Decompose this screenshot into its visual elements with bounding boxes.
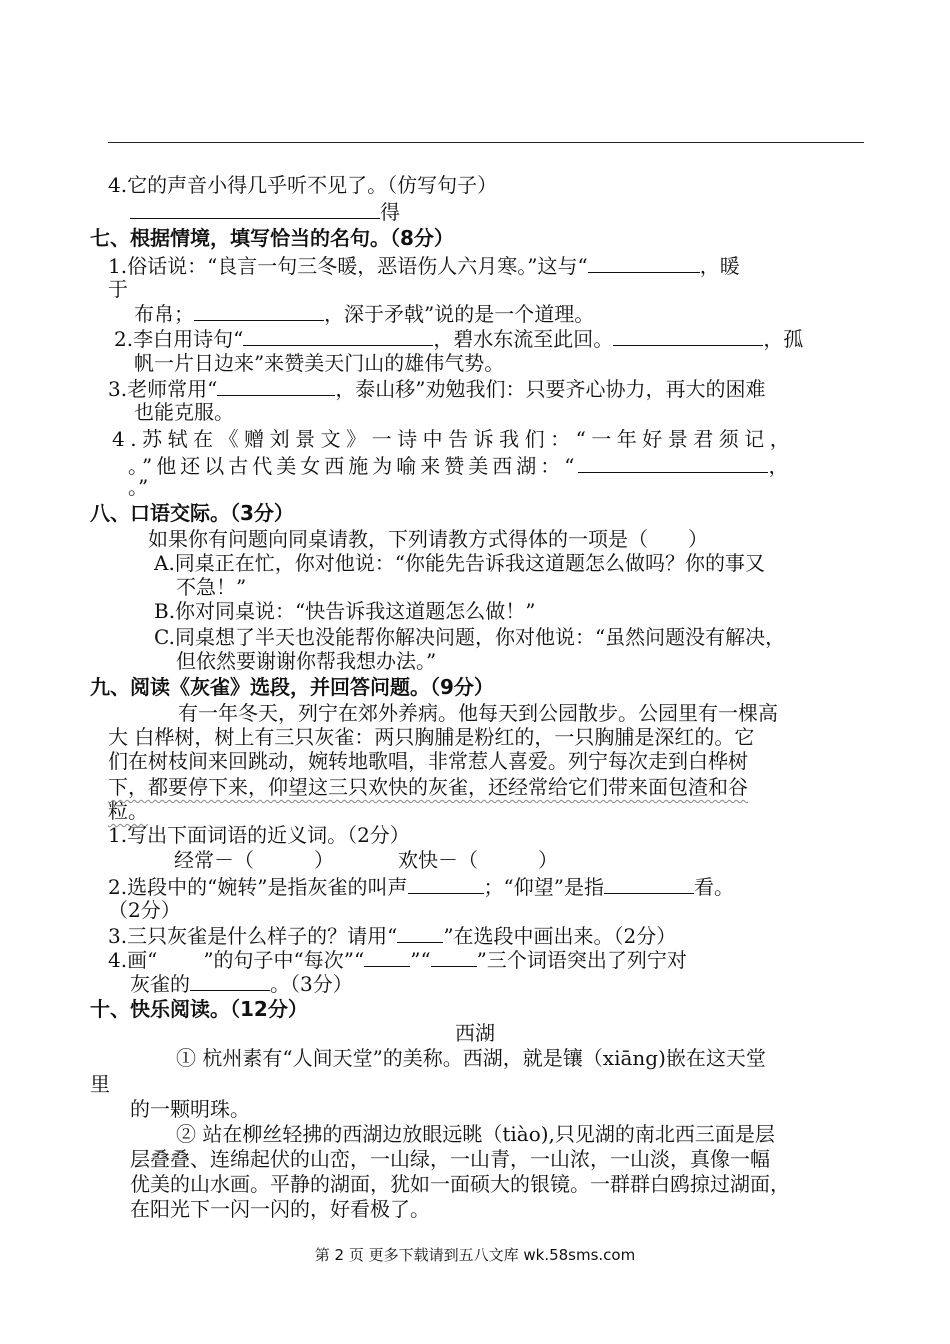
section10-heading: 十、快乐阅读。（12分） bbox=[90, 997, 308, 1021]
answer-blank[interactable] bbox=[243, 325, 433, 346]
q7-item4-cont: 。”他还以古代美女西施为喻来赞美西湖：“ ， bbox=[128, 454, 789, 478]
q8-option-c-cont: 但依然要谢谢你帮我想办法。” bbox=[176, 649, 437, 673]
q10-passage-line: 在阳光下一闪一闪的，好看极了。 bbox=[130, 1197, 430, 1221]
passage-title: 西湖 bbox=[455, 1021, 495, 1045]
q7-item2-cont: 帆一片日边来”来赞美天门山的雄伟气势。 bbox=[134, 351, 505, 375]
q9-sub2-score: （2分） bbox=[108, 898, 181, 922]
section7-heading: 七、根据情境，填写恰当的名句。（8分） bbox=[90, 226, 454, 250]
answer-blank[interactable] bbox=[190, 970, 270, 991]
q7-item1-wrap: 于 bbox=[108, 277, 128, 301]
answer-blank[interactable] bbox=[217, 375, 335, 396]
q8-option-a-cont: 不急！” bbox=[176, 575, 247, 599]
page-footer: 第 2 页 更多下载请到五八文库 wk.58sms.com bbox=[314, 1246, 636, 1264]
q9-sub4-cont: 灰雀的 。（3分） bbox=[130, 972, 353, 996]
section9-heading: 九、阅读《灰雀》选段，并回答问题。（9分） bbox=[90, 675, 494, 699]
q9-passage-line: 们在树枝间来回跳动，婉转地歌唱，非常惹人喜爱。列宁每次走到白桦树 bbox=[108, 749, 748, 773]
q9-sub1: 1.写出下面词语的近义词。（2分） bbox=[108, 823, 410, 847]
q8-prompt: 如果你有问题向同桌请教，下列请教方式得体的一项是（ ） bbox=[148, 527, 708, 551]
q9-passage-line: 大 白桦树，树上有三只灰雀：两只胸脯是粉红的，一只胸脯是深红的。它 bbox=[108, 725, 755, 749]
answer-blank[interactable] bbox=[578, 452, 768, 473]
q7-item1: 1.俗话说：“良言一句三冬暖，恶语伤人六月寒。”这与“ ，暖 bbox=[108, 254, 740, 278]
q7-item1-cont: 布帛； ，深于矛戟”说的是一个道理。 bbox=[134, 302, 595, 326]
answer-blank[interactable] bbox=[613, 325, 763, 346]
q9-sub1-word1: 经常－（ ） bbox=[174, 848, 334, 872]
q6-item4: 4.它的声音小得几乎听不见了。（仿写句子） bbox=[108, 173, 498, 197]
q9-passage-line-underlined: 粒。 bbox=[108, 799, 148, 823]
q10-passage-line: 优美的山水画。平静的湖面，犹如一面硕大的银镜。一群群白鸥掠过湖面， bbox=[130, 1172, 790, 1196]
answer-blank[interactable] bbox=[431, 946, 477, 967]
q9-sub3: 3.三只灰雀是什么样子的？请用“ ”在选段中画出来。（2分） bbox=[108, 924, 677, 948]
section8-heading: 八、口语交际。（3分） bbox=[90, 501, 294, 525]
answer-blank[interactable] bbox=[130, 198, 380, 219]
q10-passage-line: ① 杭州素有“人间天堂”的美称。西湖，就是镶（xiāng)嵌在这天堂 bbox=[176, 1046, 766, 1070]
answer-blank[interactable] bbox=[364, 946, 410, 967]
q10-passage-line: 里 bbox=[90, 1072, 110, 1096]
q9-sub1-word2: 欢快－（ ） bbox=[398, 848, 558, 872]
answer-blank[interactable] bbox=[588, 252, 700, 273]
q9-passage-line: 有一年冬天，列宁在郊外养病。他每天到公园散步。公园里有一棵高 bbox=[178, 701, 778, 725]
q7-item3-cont: 也能克服。 bbox=[134, 400, 234, 424]
q7-item3: 3.老师常用“ ，泰山移”劝勉我们：只要齐心协力，再大的困难 bbox=[108, 377, 766, 401]
answer-blank[interactable] bbox=[194, 300, 324, 321]
q8-option-c[interactable]: C.同桌想了半天也没能帮你解决问题，你对他说：“虽然问题没有解决， bbox=[154, 625, 786, 649]
q9-passage-line-underlined: 下，都要停下来，仰望这三只欢快的灰雀，还经常给它们带来面包渣和谷 bbox=[108, 775, 748, 799]
answer-blank[interactable] bbox=[408, 873, 484, 894]
q8-option-b[interactable]: B.你对同桌说：“快告诉我这道题怎么做！” bbox=[154, 599, 536, 623]
q9-sub2: 2.选段中的“婉转”是指灰雀的叫声 ；“仰望”是指 看。 bbox=[108, 875, 734, 899]
line-sample bbox=[397, 922, 443, 943]
q10-passage-line: 的一颗明珠。 bbox=[130, 1097, 250, 1121]
q7-item4-end: 。” bbox=[128, 475, 149, 499]
q8-option-a[interactable]: A.同桌正在忙，你对他说：“你能先告诉我这道题怎么做吗？你的事又 bbox=[154, 551, 766, 575]
q9-sub4: 4.画“ ”的句子中“每次”“ ”“ ”三个词语突出了列宁对 bbox=[108, 948, 687, 972]
q6-item4-answer: 得 bbox=[130, 198, 400, 225]
top-rule bbox=[108, 142, 864, 143]
answer-blank[interactable] bbox=[604, 873, 694, 894]
q7-item4: 4.苏轼在《赠刘景文》一诗中告诉我们：“一年好景君须记， bbox=[112, 427, 796, 451]
q7-item2: 2.李白用诗句“ ，碧水东流至此回。 ，孤 bbox=[114, 327, 804, 351]
q10-passage-line: ② 站在柳丝轻拂的西湖边放眼远眺（tiào),只见湖的南北西三面是层 bbox=[176, 1122, 775, 1146]
q10-passage-line: 层叠叠、连绵起伏的山峦，一山绿，一山青，一山浓，一山淡，真像一幅 bbox=[130, 1147, 770, 1171]
